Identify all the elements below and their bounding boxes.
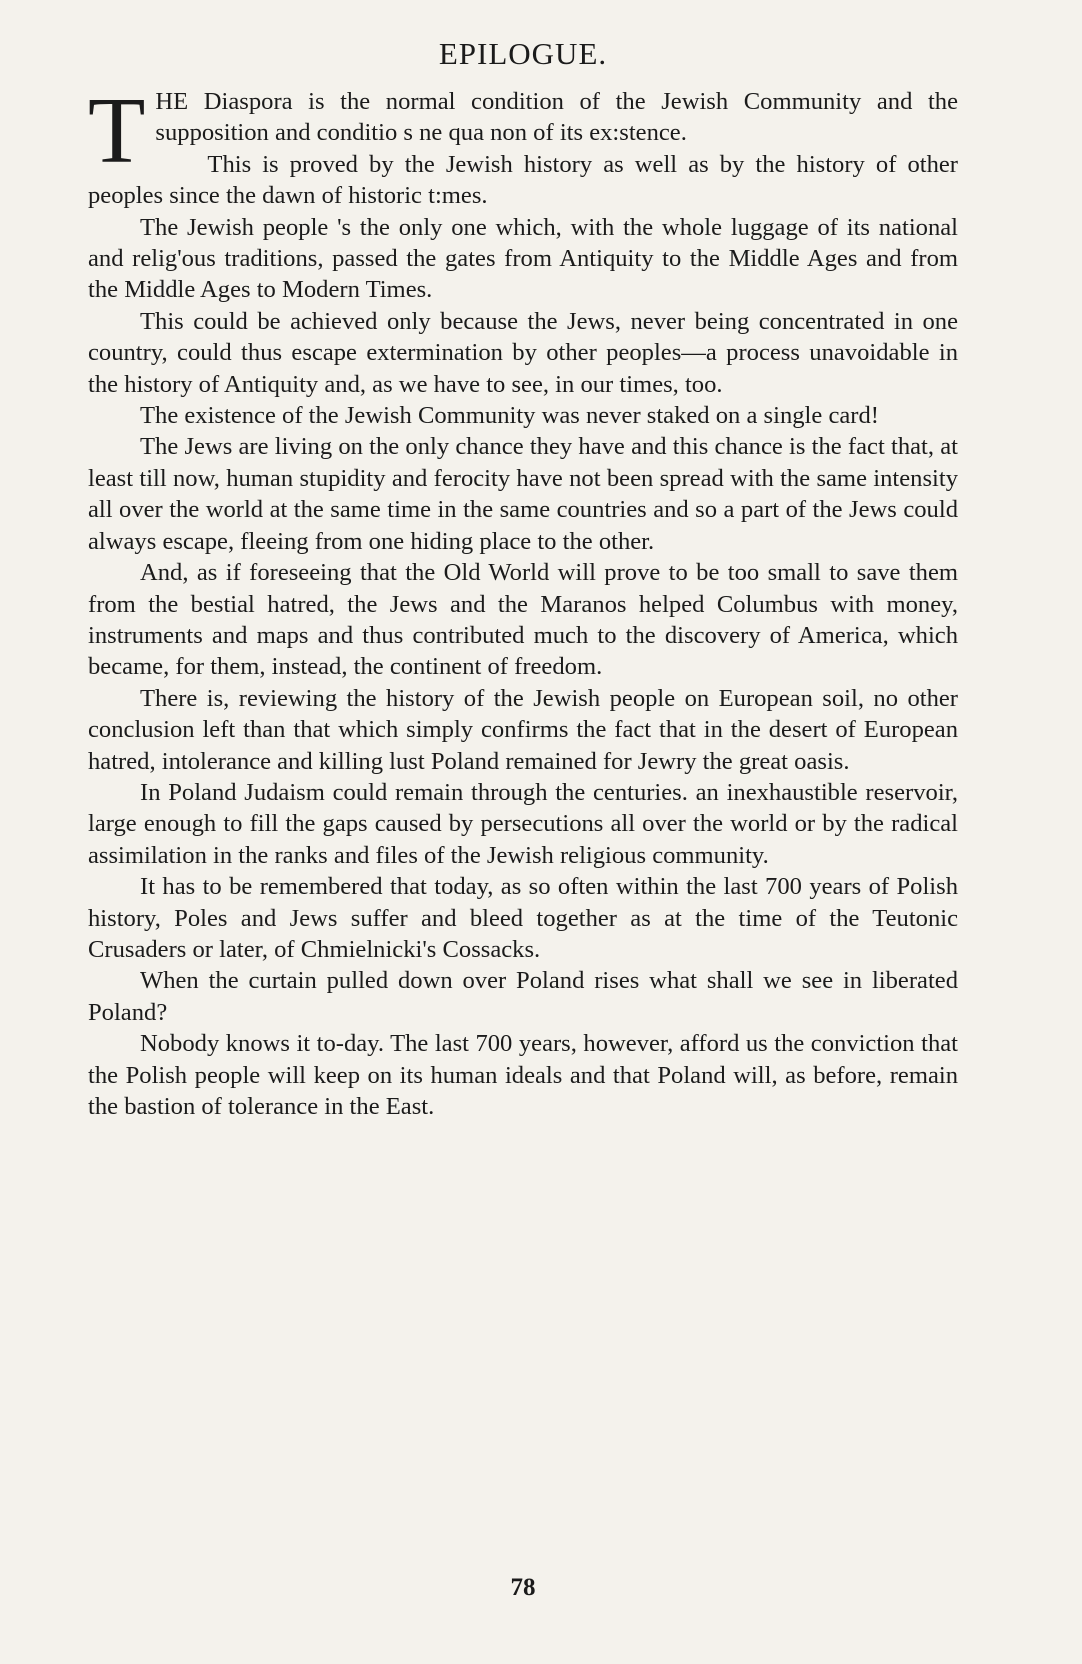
paragraph-12: Nobody knows it to-day. The last 700 years, however, afford us the conviction that the Polish people will keep on its human ideals and that Poland will, as before, remain the bastion of tolerance in the East. [88, 1030, 958, 1120]
paragraph-10: It has to be remembered that today, as so often within the last 700 years of Polish history, Poles and Jews suffer and bleed together as at the time of the Teutonic Crusaders or later, of Chmielnicki's Cossacks. [88, 873, 958, 963]
paragraph-3: The Jewish people 's the only one which, with the whole luggage of its national and relig'ous traditions, passed the gates from Antiquity to the Middle Ages and from the Middle Ages to Modern Times. [88, 213, 958, 304]
paragraph-5: The existence of the Jewish Community was never staked on a single card! [140, 402, 879, 430]
paragraph-7: And, as if foreseeing that the Old World will prove to be too small to save them from the bestial hatred, the Jews and the Maranos helped Columbus with money, instruments and maps and thus contributed much to the discovery of America, which became, for them, instead, the continent of freedom. [88, 559, 958, 681]
drop-cap: T [88, 79, 146, 183]
paragraph-6: The Jews are living on the only chance they have and this chance is the fact that, at least till now, human stupidity and ferocity have not been spread with the same intensity all over the world at the same time in the same countries and so a part of the Jews could always escape, fleeing from one hiding place to the other. [88, 433, 958, 555]
paragraph-8: There is, reviewing the history of the Jewish people on European soil, no other conclusion left than that which simply confirms the fact that in the desert of European hatred, intolerance and killing lust Poland remained for Jewry the great oasis. [88, 684, 958, 775]
book-page [88, 30, 958, 1640]
paragraph-text: HE Diaspora is the normal condition of the Jewish Community and the supposition and conditio s ne qua non of its ex:stence. [155, 88, 958, 147]
paragraph-9: In Poland Judaism could remain through the centuries. an inexhaustible reservoir, large enough to fill the gaps caused by persecutions all over the world or by the radical assimilation in the ranks and files of the Jewish religious community. [88, 778, 958, 869]
chapter-body [88, 79, 958, 1122]
page-number: 78 [510, 1574, 536, 1601]
paragraph-2: This is proved by the Jewish history as well as by the history of other peoples since the dawn of historic t:mes. [88, 150, 958, 210]
paragraph-11: When the curtain pulled down over Poland rises what shall we see in liberated Poland? [88, 967, 958, 1026]
chapter-title: EPILOGUE. [438, 36, 608, 71]
paragraph-4: This could be achieved only because the Jews, never being concentrated in one country, could thus escape extermination by other peoples—a process unavoidable in the history of Antiquity and, as we have to see, in our times, too. [88, 307, 958, 398]
